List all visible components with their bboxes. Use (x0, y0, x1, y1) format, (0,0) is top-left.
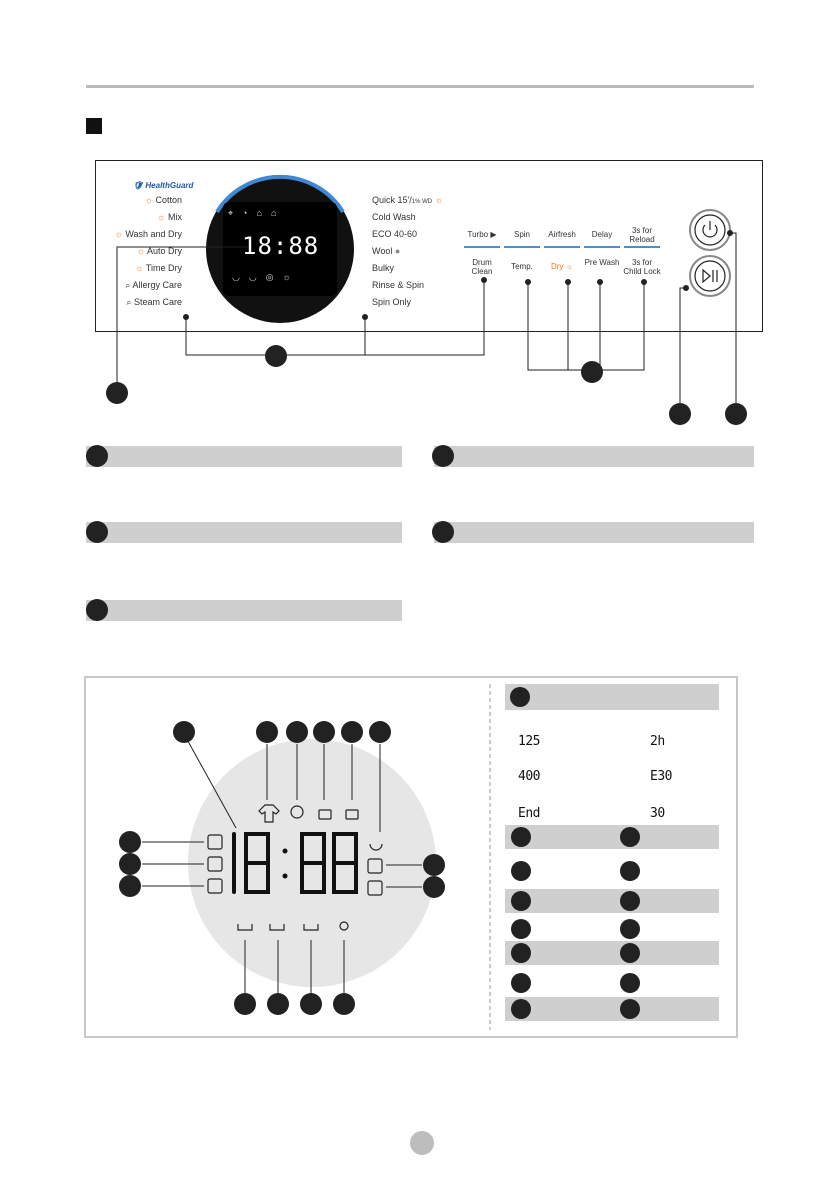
program-steam-care[interactable]: ⌕ Steam Care (126, 297, 182, 307)
reload-button[interactable]: 3s for Reload (629, 226, 655, 244)
legend-marker (432, 445, 454, 467)
code-sample: 2h (650, 734, 665, 749)
delay-button[interactable]: Delay (591, 230, 613, 239)
spin-button[interactable]: Spin (513, 230, 530, 239)
code-sample: 30 (650, 806, 665, 821)
panel-digit-display: 18:88 (242, 232, 320, 260)
temp-button[interactable]: Temp. (511, 262, 533, 271)
airfresh-button[interactable]: Airfresh (548, 230, 576, 239)
program-eco[interactable]: ECO 40-60 (372, 229, 418, 239)
program-wash-and-dry[interactable]: ☼ Wash and Dry (114, 229, 182, 239)
program-cold-wash[interactable]: Cold Wash (372, 212, 416, 222)
legend-marker (432, 521, 454, 543)
program-rinse-spin[interactable]: Rinse & Spin (372, 280, 425, 290)
program-bulky[interactable]: Bulky (372, 263, 395, 273)
prewash-button[interactable]: Pre Wash (584, 258, 620, 267)
turbo-button[interactable]: Turbo ▶ (467, 230, 497, 239)
legend-bar (434, 446, 754, 467)
program-mix[interactable]: ☼ Mix (157, 212, 182, 222)
legend-bar (86, 522, 402, 543)
panel-top-icons: ⌖◔⌂⌂ (228, 208, 286, 218)
code-sample: E30 (650, 769, 672, 784)
code-sample: 400 (518, 769, 540, 784)
dry-button[interactable]: Dry ☼ (550, 262, 573, 271)
program-wool[interactable]: Wool ● (372, 246, 401, 256)
panel-bottom-icons: ◡◡◎☼ (232, 272, 300, 282)
code-header-bar (505, 684, 719, 710)
program-auto-dry[interactable]: ☼ Auto Dry (136, 246, 182, 256)
program-time-dry[interactable]: ☼ Time Dry (135, 263, 182, 273)
program-spin-only[interactable]: Spin Only (372, 297, 412, 307)
legend-bar (86, 600, 402, 621)
program-allergy-care[interactable]: ⌕ Allergy Care (125, 280, 182, 290)
legend-bar (86, 446, 402, 467)
legend-marker (510, 687, 530, 707)
program-quick-15[interactable]: Quick 15'/1% WD ☼ (372, 195, 443, 205)
callout-lines (0, 0, 840, 440)
program-cotton[interactable]: ☼ Cotton (144, 195, 182, 205)
code-sample: 125 (518, 734, 540, 749)
legend-marker (86, 599, 108, 621)
shield-icon: 🛡 (133, 181, 144, 190)
legend-bar (434, 522, 754, 543)
legend-marker (86, 521, 108, 543)
child-lock-button[interactable]: 3s for Child Lock (623, 258, 661, 276)
drum-clean-button[interactable]: Drum Clean (471, 258, 493, 276)
legend-marker (86, 445, 108, 467)
code-sample: End (518, 806, 540, 821)
page-number-marker (410, 1131, 434, 1155)
healthguard-logo: 🛡 HealthGuard (133, 181, 194, 190)
